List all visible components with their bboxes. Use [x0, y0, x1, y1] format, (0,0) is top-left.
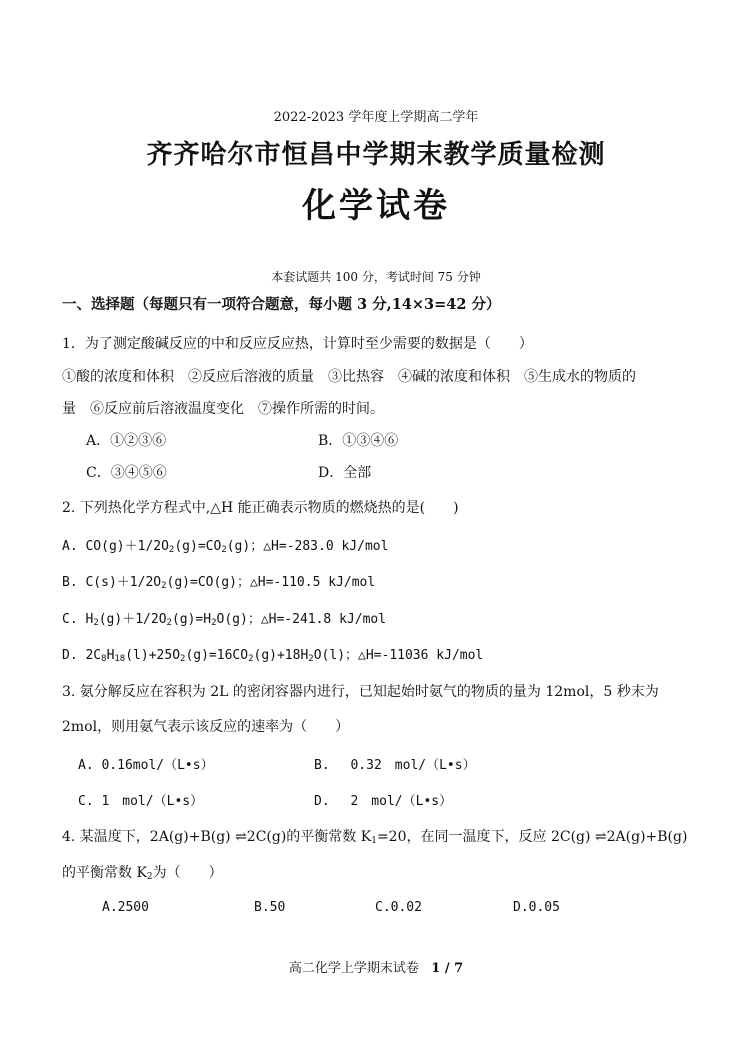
- q4-option-a: A.2500: [102, 900, 149, 915]
- exam-info: 本套试题共 100 分，考试时间 75 分钟: [271, 270, 481, 284]
- q3-stem-line1: 3. 氨分解反应在容积为 2L 的密闭容器内进行，已知起始时氨气的物质的量为 12mol，5 秒末为: [62, 684, 659, 700]
- page-number: 1 / 7: [431, 961, 464, 976]
- q3-stem-line2: 2mol，则用氨气表示该反应的速率为（ ）: [62, 719, 350, 735]
- q3-option-c: C. 1 mol/（L•s）: [78, 794, 204, 809]
- q4-option-d: D.0.05: [513, 900, 560, 915]
- section-title: 一、选择题（每题只有一项符合题意，每小题 3 分,14×3=42 分）: [62, 296, 501, 313]
- subject-title: 化学试卷: [302, 186, 450, 226]
- q1-line3: 量 ⑥反应前后溶液温度变化 ⑦操作所需的时间。: [62, 401, 384, 417]
- q1-line2: ①酸的浓度和体积 ②反应后溶液的质量 ③比热容 ④碱的浓度和体积 ⑤生成水的物质的: [62, 369, 636, 385]
- school-exam-title: 齐齐哈尔市恒昌中学期末教学质量检测: [146, 140, 606, 170]
- q2-option-d: D. $2C_8H_{18}(l)+25O_2(g)=16CO_2(g)+18H_2O(l)$；△H=-11036 kJ/mol: [62, 648, 484, 664]
- q3-option-d: D. 2 mol/（L•s）: [314, 794, 453, 809]
- q1-option-c: C．③④⑤⑥: [86, 465, 167, 481]
- q4-stem-line2: 的平衡常数 $K_2$为（ ）: [62, 865, 223, 882]
- q2-option-c: C. $H_2(g)+1/2O_2(g)=H_2O(g)$；△H=-241.8 kJ/mol: [62, 612, 387, 628]
- q1-stem: 1．为了测定酸碱反应的中和反应反应热，计算时至少需要的数据是（ ）: [62, 336, 533, 352]
- q3-option-b: B. 0.32 mol/（L•s）: [314, 758, 476, 773]
- q2-option-a: A. $CO(g)+1/2O_2(g)=CO_2(g)$；△H=-283.0 kJ/mol: [62, 539, 389, 555]
- q1-option-b: B．①③④⑥: [318, 433, 399, 449]
- academic-year-line: 2022-2023 学年度上学期高二学年: [273, 110, 479, 125]
- q4-option-c: C.0.02: [375, 900, 422, 915]
- q3-option-a: A. 0.16mol/（L•s）: [78, 758, 214, 773]
- q1-option-d: D．全部: [318, 465, 372, 481]
- q1-option-a: A．①②③⑥: [86, 433, 167, 449]
- q4-option-b: B.50: [254, 900, 286, 915]
- footer-title: 高二化学上学期末试卷: [288, 961, 419, 976]
- q2-stem: 2. 下列热化学方程式中,△H 能正确表示物质的燃烧热的是( ): [62, 500, 459, 516]
- q2-option-b: B. $C(s)+1/2O_2(g)=CO(g)$；△H=-110.5 kJ/mol: [62, 575, 376, 591]
- q4-stem-line1: 4. 某温度下，2A(g)+B(g) ⇌2C(g)的平衡常数 $K_1=20$，在同一温度下，反应 2C(g) ⇌2A(g)+B(g): [62, 829, 688, 846]
- page-footer: [0, 957, 752, 976]
